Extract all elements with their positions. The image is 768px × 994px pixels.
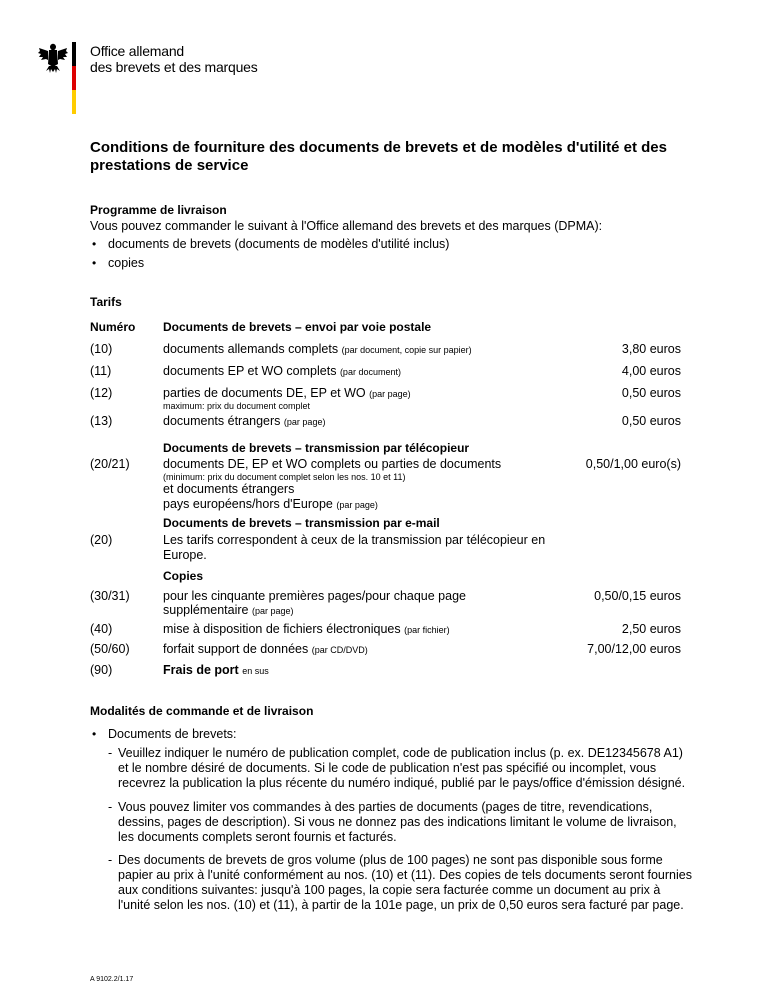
row-num: (20): [90, 533, 113, 547]
row-price: 2,50 euros: [621, 622, 681, 636]
row-desc: forfait support de données (par CD/DVD): [163, 642, 368, 656]
row-price: 3,80 euros: [621, 342, 681, 356]
row-desc: documents DE, EP et WO complets ou parties de documents: [163, 457, 502, 471]
row-desc: documents étrangers (par page): [163, 414, 326, 428]
programme-item: • copies: [108, 256, 144, 271]
modalites-heading: Modalités de commande et de livraison: [90, 704, 314, 718]
programme-intro: Vous pouvez commander le suivant à l'Office allemand des brevets et des marques (DPMA):: [90, 219, 603, 233]
programme-heading: Programme de livraison: [90, 203, 227, 217]
row-desc: pays européens/hors d'Europe (par page): [163, 497, 378, 511]
page-title: Conditions de fourniture des documents de brevets et de modèles d'utilité et des prestations de service: [90, 139, 667, 174]
row-desc: mise à disposition de fichiers électroniques (par fichier): [163, 622, 450, 636]
row-num: (20/21): [90, 457, 130, 471]
row-price: 0,50/0,15 euros: [594, 589, 681, 603]
row-desc: Les tarifs correspondent à ceux de la transmission par télécopieur en: [163, 533, 546, 547]
german-flag-stripe: [72, 42, 76, 114]
office-name: [90, 43, 258, 75]
tarifs-heading: Tarifs: [90, 295, 122, 309]
row-note: maximum: prix du document complet: [163, 401, 311, 411]
federal-eagle-icon: [38, 40, 68, 74]
section-postal: Documents de brevets – envoi par voie postale: [163, 320, 432, 334]
flag-black: [72, 42, 76, 66]
section-fax: Documents de brevets – transmission par télécopieur: [163, 441, 470, 455]
row-num: (12): [90, 386, 113, 400]
row-desc: documents allemands complets (par document, copie sur papier): [163, 342, 472, 356]
row-price: 0,50/1,00 euro(s): [585, 457, 681, 471]
row-desc: Europe.: [163, 548, 207, 562]
row-price: 7,00/12,00 euros: [587, 642, 681, 656]
row-num: (30/31): [90, 589, 130, 603]
row-num: (13): [90, 414, 113, 428]
modalites-paragraph-3: - Des documents de brevets de gros volume (plus de 100 pages) ne sont pas disponible sous forme papier au prix à l'unité conformément au nos. (10) et (11). Des copies de tels documents seront fournies aux conditions suivantes: jusqu'à 100 pages, la copie sera facturée comme un document au prix à l'unité selon les nos. (10) et (11), à partir de la 101e page, un prix de 0,50 euros sera facturé par page.: [118, 853, 692, 913]
row-price: 0,50 euros: [621, 414, 681, 428]
row-note: (minimum: prix du document complet selon les nos. 10 et 11): [163, 472, 406, 482]
row-num: (10): [90, 342, 113, 356]
programme-item: • documents de brevets (documents de modèles d'utilité inclus): [108, 237, 449, 252]
row-desc: parties de documents DE, EP et WO (par page): [163, 386, 411, 400]
section-copies: Copies: [163, 569, 204, 583]
row-desc: pour les cinquante premières pages/pour chaque page: [163, 589, 466, 603]
row-num: (90): [90, 663, 113, 677]
flag-gold: [72, 90, 76, 114]
document-code: A 9102.2/1.17: [90, 976, 134, 983]
row-desc: et documents étrangers: [163, 482, 295, 496]
flag-red: [72, 66, 76, 90]
office-line1: Office allemand: [90, 43, 185, 59]
row-desc: documents EP et WO complets (par document): [163, 364, 401, 378]
modalites-paragraph-1: - Veuillez indiquer le numéro de publication complet, code de publication inclus (p. ex. DE12345678 A1) et le nombre désiré de documents. Si le code de publication n'est pas spécifié ou incomplet, vous recevrez la publication la plus récente du numéro indiqué, publié par le pays/office d'émission désigné.: [118, 746, 685, 791]
row-num: (11): [90, 364, 112, 378]
row-desc: Frais de port en sus: [163, 663, 269, 677]
modalites-paragraph-2: - Vous pouvez limiter vos commandes à des parties de documents (pages de titre, revendications, dessins, pages de description). Si vous ne donnez pas des indications limitant le volume de livraison, les documents complets seront fournis et facturés.: [118, 800, 677, 845]
row-num: (50/60): [90, 642, 130, 656]
row-price: 4,00 euros: [621, 364, 681, 378]
section-email: Documents de brevets – transmission par e-mail: [163, 516, 440, 530]
row-desc: supplémentaire (par page): [163, 603, 294, 617]
modalites-bullet: • Documents de brevets:: [108, 727, 237, 742]
office-line2: des brevets et des marques: [90, 59, 258, 75]
row-num: (40): [90, 622, 113, 636]
row-price: 0,50 euros: [621, 386, 681, 400]
column-numero: Numéro: [90, 320, 136, 334]
